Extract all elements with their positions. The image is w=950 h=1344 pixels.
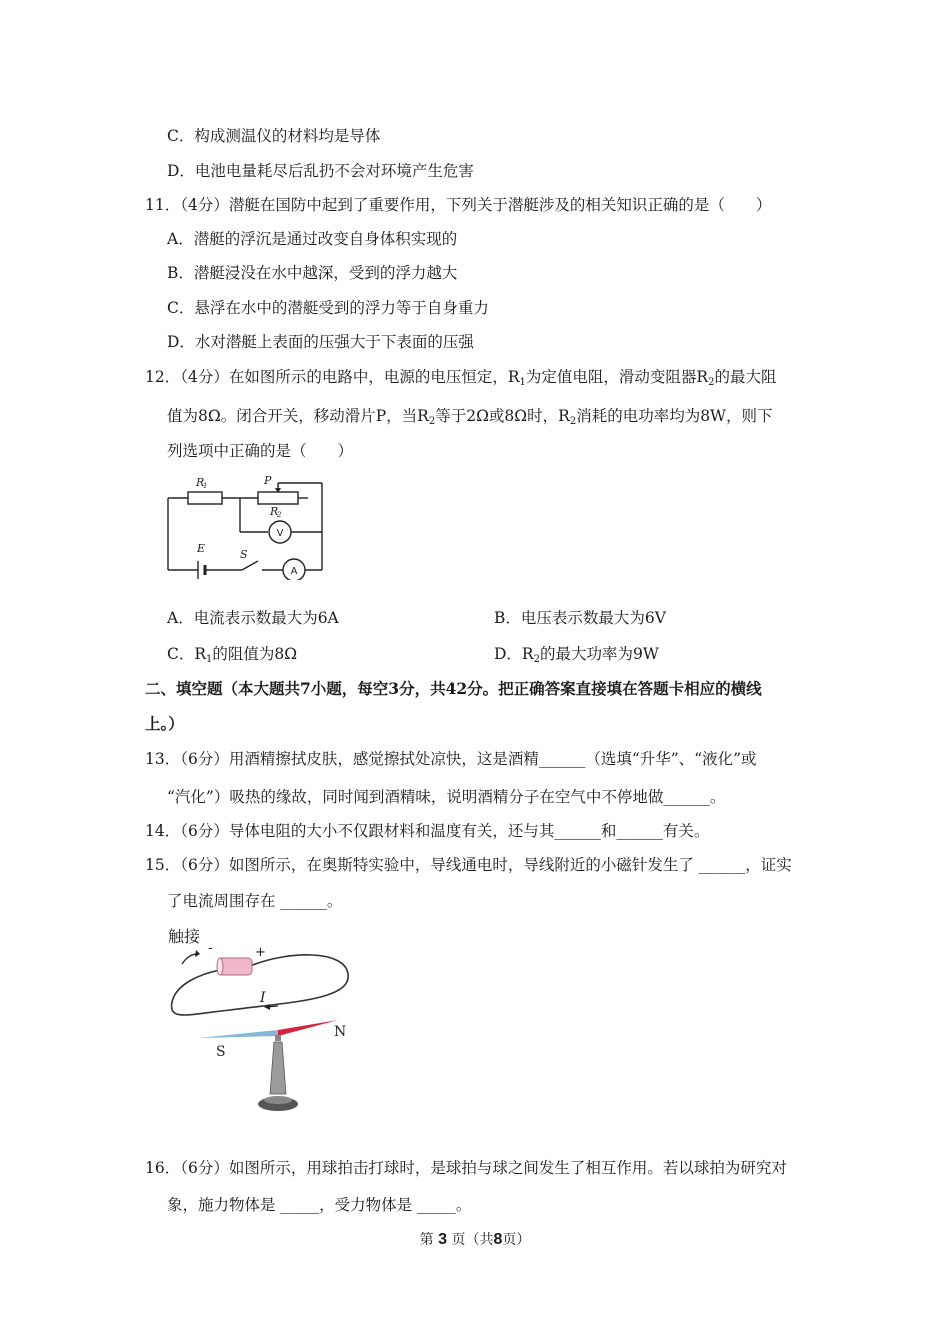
needle-s-half: [198, 1030, 278, 1038]
option-text: C．R: [167, 645, 207, 663]
q13-line2: “汽化”）吸热的缘故，同时闻到酒精味，说明酒精分子在空气中不停地做______。: [167, 788, 726, 806]
q12-stem-text: 值为8Ω。闭合开关，移动滑片P，当R: [167, 407, 429, 425]
page-footer: [0, 1229, 950, 1249]
touch-arrow: [182, 954, 196, 964]
label-touch: 触接: [168, 927, 201, 946]
q13-line1: 13．（6分）用酒精擦拭皮肤，感觉擦拭处凉快，这是酒精______（选填“升华”、“液化”或: [145, 750, 757, 768]
label-s-pole: S: [216, 1044, 226, 1060]
subscript: 2: [428, 416, 436, 427]
q15-line1: 15．（6分）如图所示，在奥斯特实验中，导线通电时，导线附近的小磁针发生了 ______，证实: [145, 856, 792, 874]
q12-option-b: B．电压表示数最大为6V: [494, 609, 666, 627]
stand-post: [270, 1042, 286, 1094]
voltmeter-label: V: [276, 528, 284, 539]
label-r2: R: [270, 505, 279, 518]
section2-heading-line2: 上。）: [145, 714, 184, 733]
ammeter-label: A: [290, 566, 298, 577]
q12-stem-line2: [167, 405, 772, 427]
label-r1-sub: 1: [203, 482, 208, 490]
oersted-experiment-figure: [160, 922, 360, 1120]
subscript: 2: [708, 377, 715, 388]
touch-arrow-head: [195, 950, 200, 957]
subscript: 1: [519, 377, 526, 388]
switch-s: [242, 561, 258, 570]
q11-option-a: A．潜艇的浮沉是通过改变自身体积实现的: [167, 230, 458, 248]
option-text: 的最大功率为9W: [539, 645, 659, 663]
needle-n-half: [278, 1020, 338, 1036]
pivot-cap: [275, 1035, 281, 1041]
label-r2-sub: 2: [277, 511, 282, 519]
q11-option-c: C．悬浮在水中的潜艇受到的浮力等于自身重力: [167, 299, 489, 317]
q10-option-c: C．构成测温仪的材料均是导体: [167, 127, 381, 145]
q15-line2: 了电流周围存在 ______。: [167, 892, 343, 910]
subscript: 2: [569, 416, 577, 427]
battery-end: [217, 958, 223, 975]
option-text: D．R: [494, 645, 534, 663]
q11-option-d: D．水对潜艇上表面的压强大于下表面的压强: [167, 333, 474, 351]
q11-stem: 11．（4分）潜艇在国防中起到了重要作用，下列关于潜艇涉及的相关知识正确的是（ ）: [145, 196, 772, 214]
q14-line1: 14．（6分）导体电阻的大小不仅跟材料和温度有关，还与其______和______有关。: [145, 822, 710, 840]
label-n-pole: N: [334, 1024, 347, 1040]
rheostat-r2: [258, 492, 298, 504]
q12-stem-text: 的最大阻: [714, 368, 777, 386]
footer-text: 页）: [502, 1232, 531, 1248]
subscript: 2: [533, 654, 540, 665]
page-number: 3: [438, 1231, 447, 1248]
option-text: 的阻值为8Ω: [212, 645, 298, 663]
label-plus: +: [255, 945, 266, 960]
q11-option-b: B．潜艇浸没在水中越深，受到的浮力越大: [167, 264, 458, 282]
label-p: P: [264, 474, 272, 487]
footer-text: 页（共: [451, 1232, 494, 1248]
q12-stem-text: 等于2Ω或8Ω时，R: [435, 407, 570, 425]
q12-stem-line3: 列选项中正确的是（ ）: [167, 442, 354, 460]
section2-heading-line1: 二、填空题（本大题共7小题，每空3分，共42分。把正确答案直接填在答题卡相应的横线: [145, 679, 762, 698]
q12-stem-text: 12．（4分）在如图所示的电路中，电源的电压恒定，R: [145, 368, 520, 386]
q16-line1: 16．（6分）如图所示，用球拍击打球时，是球拍与球之间发生了相互作用。若以球拍为研究对: [145, 1159, 787, 1177]
q16-line2: 象，施力物体是 _____，受力物体是 _____。: [167, 1196, 472, 1214]
label-current-i: I: [260, 990, 266, 1006]
q10-option-d: D．电池电量耗尽后乱扔不会对环境产生危害: [167, 162, 474, 180]
q12-stem-line1: [145, 366, 776, 388]
q12-option-c: [167, 643, 297, 665]
resistor-r1: [188, 492, 222, 504]
page-total: 8: [493, 1231, 503, 1248]
q12-option-a: A．电流表示数最大为6A: [167, 609, 339, 627]
q12-stem-text: 消耗的电功率均为8W，则下: [576, 407, 773, 425]
q12-option-d: [494, 643, 659, 665]
footer-text: 第: [419, 1232, 434, 1248]
stand-base-top: [264, 1096, 292, 1104]
label-e: E: [197, 542, 206, 555]
circuit-diagram: [160, 470, 335, 580]
label-s: S: [240, 548, 248, 561]
q12-stem-text: 为定值电阻，滑动变阻器R: [525, 368, 709, 386]
label-r1: R: [196, 476, 205, 489]
label-minus: -: [208, 941, 213, 956]
subscript: 1: [206, 654, 213, 665]
